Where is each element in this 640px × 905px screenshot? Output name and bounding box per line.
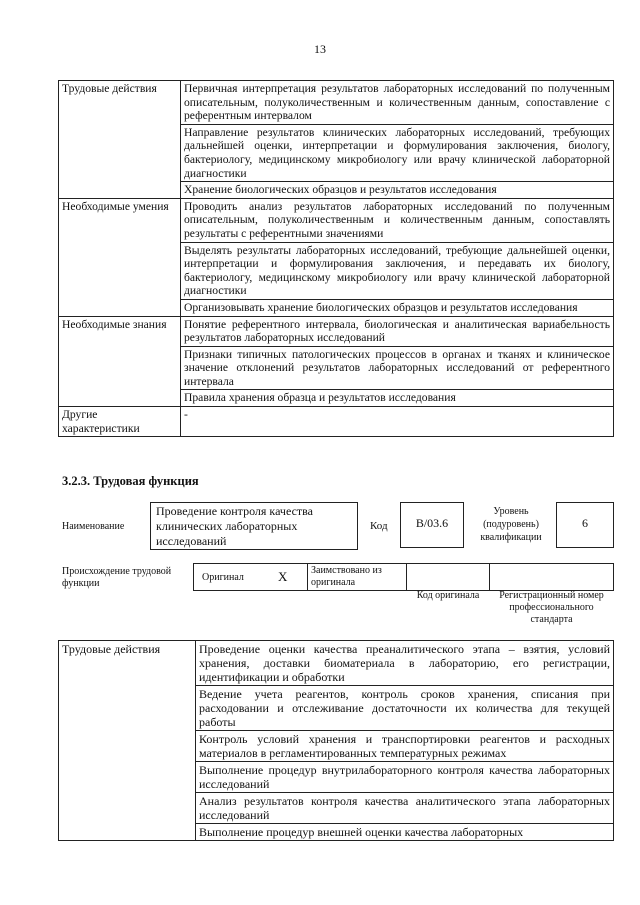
page-number: 13 (314, 42, 326, 56)
table-cell: Первичная интерпретация результатов лабораторных исследований по полученным описательным, полуколичественным и количественным данным, сопоставление с референтным интервалом (181, 81, 614, 125)
table-cell: Проводить анализ результатов лабораторных исследований по полученным описательным, полуколичественным и количественным данным, сопоставлять результаты с референтными значениями (181, 198, 614, 242)
table-cell: Выделять результаты лабораторных исследований, требующие дальнейшей оценки, интерпретации и формулирования заключения, и передавать их биологу, бактериологу, медицинскому микробиологу или врачу клинической лабораторной диагностики (181, 242, 614, 299)
table-cell: Организовывать хранение биологических образцов и результатов исследования (181, 299, 614, 316)
table-cell: Признаки типичных патологических процессов в органах и тканях и клиническое значение отклонений результатов лабораторных исследований от референтного интервала (181, 346, 614, 390)
competence-table (58, 80, 614, 437)
origin-original-box (193, 563, 308, 591)
function-code-value: B/03.6 (400, 502, 464, 548)
row-label-actions: Трудовые действия (59, 81, 181, 199)
table-cell: Направление результатов клинических лабораторных исследований, требующих дальнейшей оценки, интерпретации и формулирования заключения, биологу, бактериологу, медицинскому микробиологу или врачу клинической лабораторной диагностики (181, 124, 614, 181)
table-cell: - (181, 407, 614, 437)
reg-number-box (489, 563, 614, 591)
labor-actions-table (58, 640, 614, 841)
reg-number-label: Регистрационный номер профессионального стандарта (499, 590, 604, 625)
level-value: 6 (556, 502, 614, 548)
table-cell: Понятие референтного интервала, биологическая и аналитическая вариабельность результатов лабораторных исследований (181, 316, 614, 346)
table-cell: Проведение оценки качества преаналитического этапа – взятия, условий хранения, доставки биоматериала в лабораторию, его регистрации, идентификации и обработки (196, 641, 614, 686)
table-cell: Правила хранения образца и результатов исследования (181, 390, 614, 407)
table-cell: Выполнение процедур внешней оценки качества лабораторных (196, 824, 614, 841)
row-label-other: Другие характеристики (59, 407, 181, 437)
code-label: Код (370, 520, 388, 532)
original-label: Оригинал (202, 572, 244, 583)
section-title: 3.2.3. Трудовая функция (62, 474, 199, 488)
table-cell: Хранение биологических образцов и результатов исследования (181, 182, 614, 199)
row-label-actions: Трудовые действия (59, 641, 196, 841)
borrowed-label: Заимствовано из оригинала (307, 563, 407, 591)
code-original-label: Код оригинала (416, 590, 480, 601)
original-mark: X (278, 569, 288, 584)
function-name-value: Проведение контроля качества клинических лабораторных исследований (150, 502, 358, 550)
row-label-skills: Необходимые умения (59, 198, 181, 316)
origin-label: Происхождение трудовой функции (62, 566, 172, 589)
level-label: Уровень (подуровень) квалификации (480, 506, 542, 543)
table-cell: Контроль условий хранения и транспортировки реагентов и расходных материалов в регламентированных температурных режимах (196, 731, 614, 762)
row-label-knowledge: Необходимые знания (59, 316, 181, 407)
table-cell: Выполнение процедур внутрилабораторного контроля качества лабораторных исследований (196, 762, 614, 793)
name-label: Наименование (62, 521, 125, 532)
code-original-box (406, 563, 490, 591)
table-cell: Ведение учета реагентов, контроль сроков хранения, списания при расходовании и отслеживание достаточности их количества для текущей работы (196, 686, 614, 731)
table-cell: Анализ результатов контроля качества аналитического этапа лабораторных исследований (196, 793, 614, 824)
